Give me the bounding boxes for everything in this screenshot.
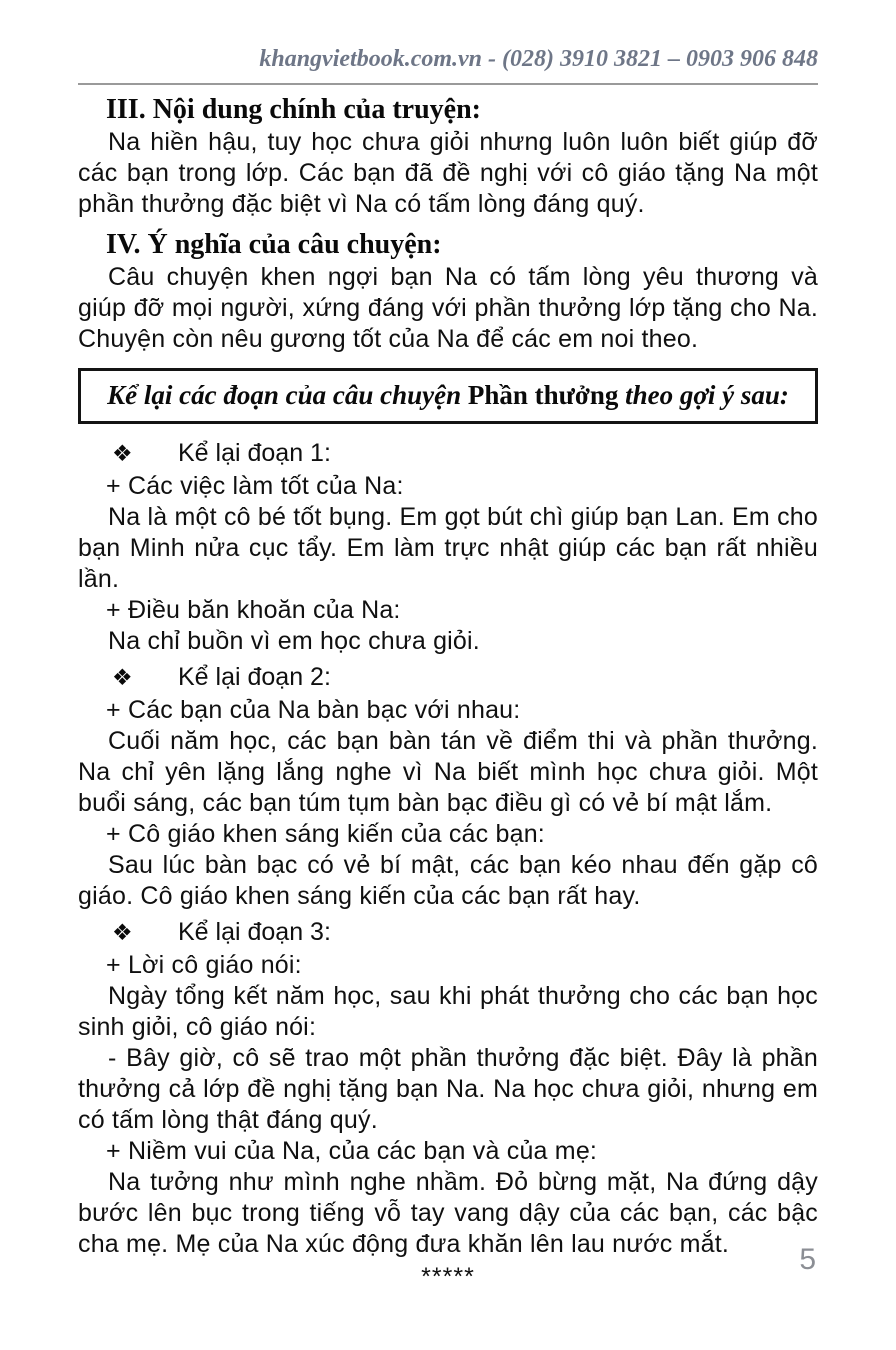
- exercise-title-tail: theo gợi ý sau:: [618, 380, 789, 410]
- retell-part3-prompt1: + Lời cô giáo nói:: [106, 951, 302, 979]
- retell-part2-answer1: Cuối năm học, các bạn bàn tán về điểm thi và phần thưởng. Na chỉ yên lặng lắng nghe vì Na biết mình học chưa giỏi. Một buổi sáng, các bạn túm tụm bàn bạc điều gì có vẻ bí mật lắm.: [78, 727, 818, 817]
- retell-part3-prompt2: + Niềm vui của Na, của các bạn và của mẹ:: [106, 1137, 598, 1165]
- retell-part1-prompt1: + Các việc làm tốt của Na:: [106, 472, 404, 500]
- retell-part2-prompt1: + Các bạn của Na bàn bạc với nhau:: [106, 696, 521, 724]
- page-number: 5: [799, 1243, 816, 1276]
- section-heading-iii: III. Nội dung chính của truyện:: [106, 94, 481, 125]
- exercise-title-lead: Kể lại các đoạn của câu chuyện: [107, 380, 468, 410]
- running-header: [78, 44, 818, 85]
- section-paragraph-iv: Câu chuyện khen ngợi bạn Na có tấm lòng yêu thương và giúp đỡ mọi người, xứng đáng với phần thưởng lớp tặng cho Na. Chuyện còn nêu gương tốt của Na để các em noi theo.: [78, 263, 818, 353]
- retell-part1-prompt2: + Điều băn khoăn của Na:: [106, 596, 401, 624]
- section-heading-iv: IV. Ý nghĩa của câu chuyện:: [106, 229, 442, 260]
- exercise-title-box: [78, 368, 818, 424]
- retell-part3-label: Kể lại đoạn 3:: [178, 918, 331, 946]
- section-end-stars: *****: [421, 1263, 475, 1291]
- retell-part1-answer1: Na là một cô bé tốt bụng. Em gọt bút chì giúp bạn Lan. Em cho bạn Minh nửa cục tẩy. Em làm trực nhật giúp các bạn rất nhiều lần.: [78, 503, 818, 593]
- retell-part3-heading: [78, 914, 818, 950]
- publisher-contact-text: khangvietbook.com.vn - (028) 3910 3821 – 0903 906 848: [259, 46, 818, 72]
- retell-part2-answer2: Sau lúc bàn bạc có vẻ bí mật, các bạn kéo nhau đến gặp cô giáo. Cô giáo khen sáng kiến của các bạn rất hay.: [78, 851, 818, 910]
- retell-part3-answer3: Na tưởng như mình nghe nhầm. Đỏ bừng mặt, Na đứng dậy bước lên bục trong tiếng vỗ tay vang dậy của các bạn, các bậc cha mẹ. Mẹ của Na xúc động đưa khăn lên lau nước mắt.: [78, 1168, 818, 1258]
- retell-part3-answer2: - Bây giờ, cô sẽ trao một phần thưởng đặc biệt. Đây là phần thưởng cả lớp đề nghị tặng bạn Na. Na học chưa giỏi, nhưng em có tấm lòng thật đáng quý.: [78, 1044, 818, 1134]
- diamond-bullet-icon: ❖: [112, 664, 133, 690]
- retell-part2-heading: [78, 659, 818, 695]
- retell-part3-answer1: Ngày tổng kết năm học, sau khi phát thưởng cho các bạn học sinh giỏi, cô giáo nói:: [78, 982, 818, 1041]
- diamond-bullet-icon: ❖: [112, 919, 133, 945]
- retell-part1-label: Kể lại đoạn 1:: [178, 439, 331, 467]
- retell-part1-heading: [78, 435, 818, 471]
- diamond-bullet-icon: ❖: [112, 440, 133, 466]
- section-paragraph-iii: Na hiền hậu, tuy học chưa giỏi nhưng luôn luôn biết giúp đỡ các bạn trong lớp. Các bạn đã đề nghị với cô giáo tặng Na một phần thưởng đặc biệt vì Na có tấm lòng đáng quý.: [78, 128, 818, 218]
- retell-part2-label: Kể lại đoạn 2:: [178, 663, 331, 691]
- retell-part2-prompt2: + Cô giáo khen sáng kiến của các bạn:: [106, 820, 545, 848]
- retell-part1-answer2: Na chỉ buồn vì em học chưa giỏi.: [108, 627, 480, 655]
- exercise-title-story-name: Phần thưởng: [467, 380, 619, 410]
